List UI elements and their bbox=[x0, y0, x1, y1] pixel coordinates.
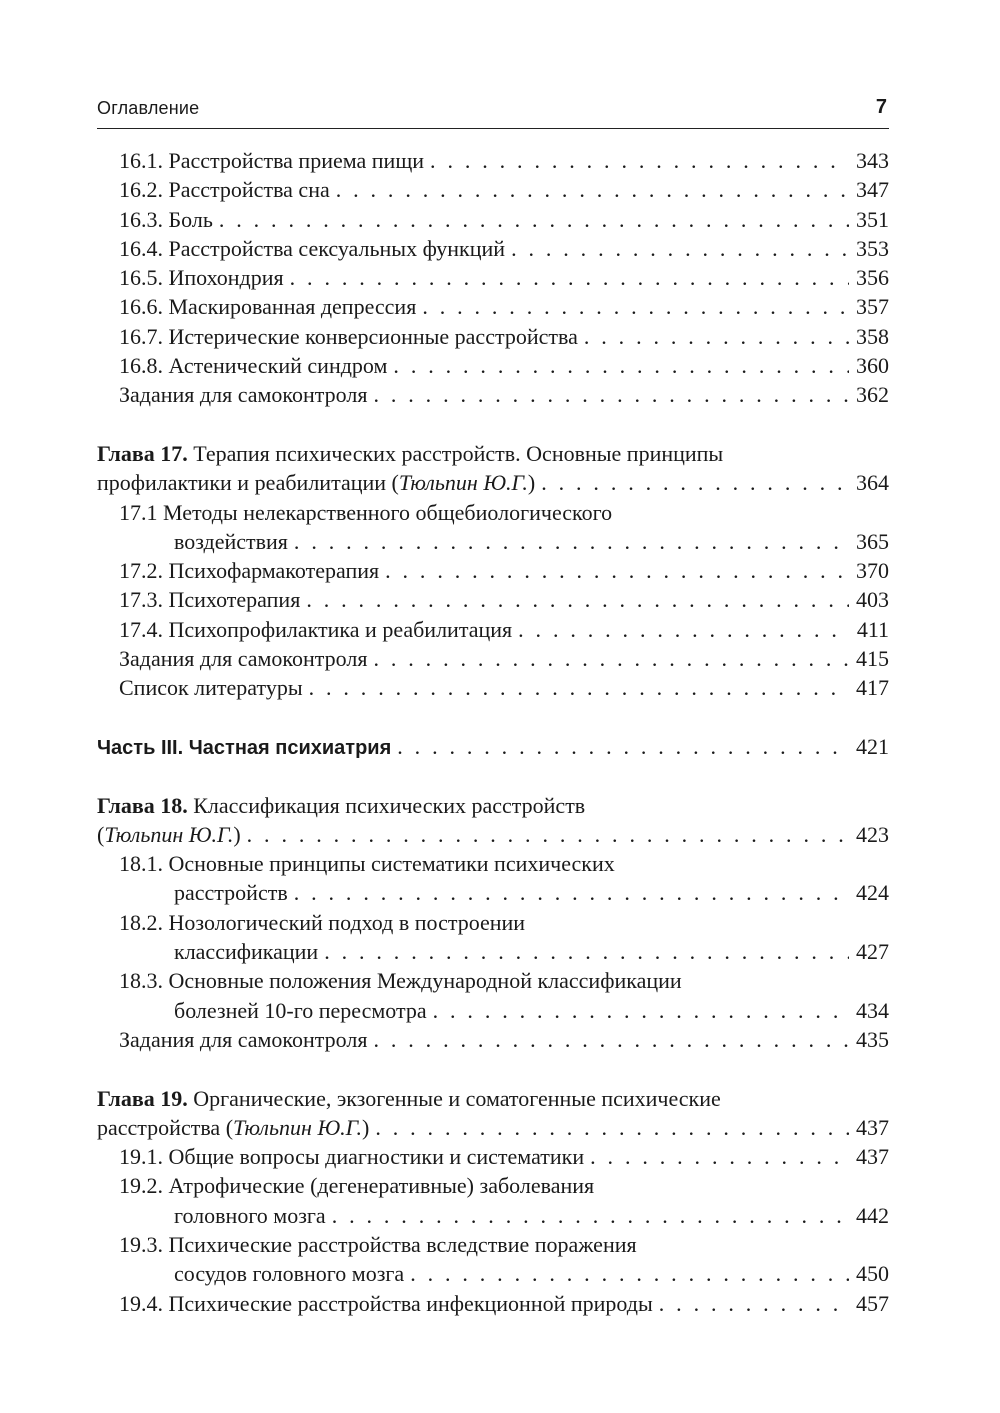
toc-entry[interactable] bbox=[97, 1171, 889, 1200]
chapter-18-heading-cont[interactable] bbox=[97, 820, 889, 849]
toc-entry-cont[interactable] bbox=[97, 878, 889, 907]
toc-entry-title: 17.3. Психотерапия bbox=[119, 587, 301, 613]
toc-entry[interactable] bbox=[97, 322, 889, 351]
toc-entry[interactable] bbox=[97, 1142, 889, 1171]
chapter-author: Тюльпин Ю.Г. bbox=[104, 821, 234, 847]
toc-entry-title: 19.2. Атрофические (дегенеративные) заболевания bbox=[119, 1173, 595, 1199]
toc-entry-title-cont: классификации bbox=[174, 939, 319, 965]
chapter-title-close: ) bbox=[233, 821, 241, 847]
chapter-label: Глава 18. bbox=[97, 792, 188, 818]
toc-entry-title: 16.3. Боль bbox=[119, 206, 213, 232]
chapter-title: Терапия психических расстройств. Основные принципы bbox=[193, 440, 724, 466]
chapter-title-close: ) bbox=[527, 470, 536, 496]
toc-entry[interactable] bbox=[97, 234, 889, 263]
toc-entry-title: 18.3. Основные положения Международной классификации bbox=[119, 968, 682, 994]
toc-entry[interactable] bbox=[97, 263, 889, 292]
dot-leader bbox=[511, 234, 849, 263]
toc-entry-page: 364 bbox=[856, 470, 889, 496]
chapter-18-heading[interactable] bbox=[97, 791, 889, 820]
dot-leader bbox=[584, 322, 849, 351]
toc-entry[interactable] bbox=[97, 292, 889, 321]
dot-leader bbox=[541, 468, 849, 497]
toc-entry[interactable] bbox=[97, 849, 889, 878]
dot-leader bbox=[518, 615, 849, 644]
chapter-author: Тюльпин Ю.Г. bbox=[398, 470, 528, 496]
toc-entry-title: 16.8. Астенический синдром bbox=[119, 353, 388, 379]
dot-leader bbox=[373, 380, 849, 409]
dot-leader bbox=[336, 175, 849, 204]
toc-entry-page: 435 bbox=[856, 1026, 889, 1052]
toc-entry-cont[interactable] bbox=[97, 996, 889, 1025]
header-page-number: 7 bbox=[875, 96, 887, 118]
toc-entry-page: 421 bbox=[856, 733, 889, 759]
dot-leader bbox=[294, 527, 849, 556]
chapter-title: Органические, экзогенные и соматогенные психические bbox=[193, 1085, 721, 1111]
chapter-title: Классификация психических расстройств bbox=[193, 792, 586, 818]
toc-entry-page: 356 bbox=[856, 265, 889, 291]
toc-entry-title: Задания для самоконтроля bbox=[119, 1026, 368, 1052]
dot-leader bbox=[373, 1025, 849, 1054]
toc-entry[interactable] bbox=[97, 615, 889, 644]
toc-entry[interactable] bbox=[97, 205, 889, 234]
toc-entry-page: 415 bbox=[856, 646, 889, 672]
toc-entry-title: 16.2. Расстройства сна bbox=[119, 177, 330, 203]
dot-leader bbox=[393, 351, 849, 380]
toc-entry-title-cont: расстройств bbox=[174, 880, 288, 906]
chapter-19-heading-cont[interactable] bbox=[97, 1113, 889, 1142]
spacer bbox=[97, 703, 889, 732]
toc-entry[interactable] bbox=[97, 585, 889, 614]
dot-leader bbox=[397, 732, 849, 761]
toc-entry-page: 424 bbox=[856, 880, 889, 906]
toc-entry-title-cont: болезней 10-го пересмотра bbox=[174, 997, 427, 1023]
toc-entry-title: 19.3. Психические расстройства вследствие поражения bbox=[119, 1231, 637, 1257]
toc-entry-title: 19.4. Психические расстройства инфекционной природы bbox=[119, 1290, 653, 1316]
dot-leader bbox=[290, 263, 849, 292]
toc-entry[interactable] bbox=[97, 673, 889, 702]
dot-leader bbox=[590, 1142, 849, 1171]
toc-entry-page: 427 bbox=[856, 939, 889, 965]
toc-entry[interactable] bbox=[97, 644, 889, 673]
toc-entry-page: 353 bbox=[856, 235, 889, 261]
toc-entry-title: Задания для самоконтроля bbox=[119, 646, 368, 672]
chapter-title-cont: профилактики и реабилитации ( bbox=[97, 470, 399, 496]
toc-entry-title: 18.1. Основные принципы систематики психических bbox=[119, 851, 615, 877]
toc-entry-page: 347 bbox=[856, 177, 889, 203]
dot-leader bbox=[324, 937, 849, 966]
dot-leader bbox=[659, 1289, 849, 1318]
dot-leader bbox=[422, 292, 849, 321]
toc-entry-page: 360 bbox=[856, 353, 889, 379]
toc-entry-page: 442 bbox=[856, 1202, 889, 1228]
dot-leader bbox=[430, 146, 849, 175]
dot-leader bbox=[410, 1259, 849, 1288]
toc-entry-page: 417 bbox=[856, 675, 889, 701]
part-3-heading[interactable] bbox=[97, 732, 889, 761]
toc-entry-page: 358 bbox=[856, 323, 889, 349]
toc-entry[interactable] bbox=[97, 498, 889, 527]
toc-entry-title: 17.2. Психофармакотерапия bbox=[119, 558, 380, 584]
toc-entry-page: 423 bbox=[856, 821, 889, 847]
chapter-title-cont: расстройства ( bbox=[97, 1114, 234, 1140]
chapter-author: Тюльпин Ю.Г. bbox=[233, 1114, 363, 1140]
toc-entry[interactable] bbox=[97, 380, 889, 409]
part-title: Часть III. Частная психиатрия bbox=[97, 736, 392, 759]
toc-entry-cont[interactable] bbox=[97, 1201, 889, 1230]
dot-leader bbox=[309, 673, 849, 702]
toc-entry-cont[interactable] bbox=[97, 527, 889, 556]
toc-entry-title: 16.6. Маскированная депрессия bbox=[119, 294, 417, 320]
toc-entry[interactable] bbox=[97, 1230, 889, 1259]
toc-entry-title: 16.5. Ипохондрия bbox=[119, 265, 284, 291]
toc-entry-title: 16.1. Расстройства приема пищи bbox=[119, 148, 425, 173]
dot-leader bbox=[219, 205, 849, 234]
dot-leader bbox=[247, 820, 849, 849]
toc-entry-page: 457 bbox=[856, 1290, 889, 1316]
toc-entry[interactable] bbox=[97, 175, 889, 204]
toc-entry-title: 17.1 Методы нелекарственного общебиологического bbox=[119, 499, 613, 525]
toc-entry-page: 362 bbox=[856, 382, 889, 408]
toc-entry-page: 437 bbox=[856, 1114, 889, 1140]
dot-leader bbox=[294, 878, 849, 907]
toc-entry-page: 450 bbox=[856, 1261, 889, 1287]
chapter-title-close: ) bbox=[362, 1114, 370, 1140]
toc-entry-cont[interactable] bbox=[97, 937, 889, 966]
toc-entry[interactable] bbox=[97, 351, 889, 380]
chapter-label: Глава 17. bbox=[97, 440, 188, 466]
chapter-17-heading[interactable] bbox=[97, 439, 889, 468]
toc-entry-title: 16.7. Истерические конверсионные расстройства bbox=[119, 323, 578, 349]
chapter-17-heading-cont[interactable] bbox=[97, 468, 889, 497]
spacer bbox=[97, 761, 889, 790]
toc-entry[interactable] bbox=[97, 556, 889, 585]
toc-entry-page: 411 bbox=[856, 616, 889, 642]
spacer bbox=[97, 1054, 889, 1083]
toc-entry-page: 403 bbox=[856, 587, 889, 613]
toc-entry[interactable] bbox=[97, 966, 889, 995]
toc-entry-page: 437 bbox=[856, 1144, 889, 1170]
toc-entry-cont[interactable] bbox=[97, 1259, 889, 1288]
toc-entry[interactable] bbox=[97, 908, 889, 937]
dot-leader bbox=[306, 585, 849, 614]
toc-entry-title: Задания для самоконтроля bbox=[119, 382, 368, 408]
dot-leader bbox=[385, 556, 849, 585]
toc-entry[interactable] bbox=[97, 1289, 889, 1318]
running-header bbox=[97, 96, 889, 129]
toc-entry-title: 17.4. Психопрофилактика и реабилитация bbox=[119, 616, 513, 642]
spacer bbox=[97, 410, 889, 439]
toc-entry[interactable] bbox=[97, 146, 889, 175]
toc-entry-title-cont: сосудов головного мозга bbox=[174, 1261, 405, 1287]
toc-entry-page: 365 bbox=[856, 528, 889, 554]
toc-entry-page: 357 bbox=[856, 294, 889, 320]
toc-entry[interactable] bbox=[97, 1025, 889, 1054]
toc-entry-page: 370 bbox=[856, 558, 889, 584]
toc-entry-title-cont: головного мозга bbox=[174, 1202, 326, 1228]
header-section-title: Оглавление bbox=[97, 98, 200, 118]
toc-entry-title: 19.1. Общие вопросы диагностики и систематики bbox=[119, 1144, 585, 1170]
dot-leader bbox=[373, 644, 849, 673]
table-of-contents bbox=[97, 146, 889, 1318]
toc-entry-title: 16.4. Расстройства сексуальных функций bbox=[119, 235, 506, 261]
toc-entry-page: 343 bbox=[856, 148, 889, 173]
toc-entry-title-cont: воздействия bbox=[174, 528, 288, 554]
toc-entry-title: 18.2. Нозологический подход в построении bbox=[119, 909, 526, 935]
dot-leader bbox=[375, 1113, 849, 1142]
chapter-19-heading[interactable] bbox=[97, 1084, 889, 1113]
chapter-title-open: ( bbox=[97, 821, 105, 847]
chapter-label: Глава 19. bbox=[97, 1085, 188, 1111]
toc-entry-title: Список литературы bbox=[119, 675, 303, 701]
toc-entry-page: 434 bbox=[856, 997, 889, 1023]
toc-entry-page: 351 bbox=[856, 206, 889, 232]
dot-leader bbox=[433, 996, 849, 1025]
dot-leader bbox=[332, 1201, 849, 1230]
